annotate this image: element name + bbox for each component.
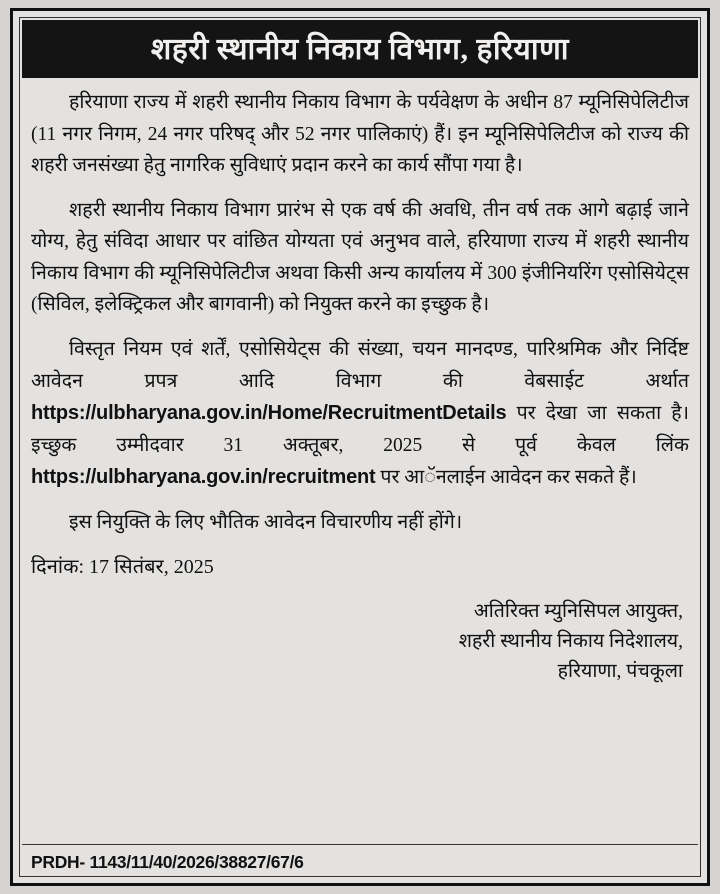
signature-designation: अतिरिक्त म्युनिसिपल आयुक्त, (473, 600, 683, 622)
signature-office: शहरी स्थानीय निकाय निदेशालय, (458, 630, 683, 652)
paragraph-3-text-part2: पर देखा जा सकता है। इच्छुक उम्मीदवार 31 अक्तूबर, 2025 से पूर्व केवल लिंक (31, 403, 689, 456)
paragraph-4: इस नियुक्ति के लिए भौतिक आवेदन विचारणीय नहीं होंगे। (69, 511, 463, 533)
footer-divider (22, 844, 698, 845)
signature-location: हरियाणा, पंचकूला (557, 660, 683, 682)
paragraph-2: शहरी स्थानीय निकाय विभाग प्रारंभ से एक वर्ष की अवधि, तीन वर्ष तक आगे बढ़ाई जाने योग्य, हेतु संविदा आधार पर वांछित योग्यता एवं अनुभव वाले, हरियाणा राज्य में शहरी स्थानीय निकाय विभाग की म्यूनिसिपेलिटीज अथवा किसी अन्य कार्यालय में 300 इंजीनियरिंग एसोसियेट्स (सिविल, इलेक्ट्रिकल और बागवानी) को नियुक्त करने का इच्छुक है। (31, 199, 689, 316)
footer-reference-number: PRDH- 1143/11/40/2026/38827/67/6 (31, 852, 304, 872)
notice-body (31, 87, 689, 869)
recruitment-details-link[interactable]: https://ulbharyana.gov.in/Home/RecruitmentDetails (31, 402, 507, 425)
header-banner (22, 20, 698, 78)
paragraph-1: हरियाणा राज्य में शहरी स्थानीय निकाय विभाग के पर्यवेक्षण के अधीन 87 म्यूनिसिपेलिटीज (11 नगर निगम, 24 नगर परिषद् और 52 नगर पालिकाएं) हैं। इन म्यूनिसिपेलिटीज को राज्य की शहरी जनसंख्या हेतु नागरिक सुविधाएं प्रदान करने का कार्य सौंपा गया है। (31, 92, 689, 177)
signature-block (31, 597, 689, 688)
paragraph-3-text-part3: पर आॅनलाईन आवेदन कर सकते हैं। (375, 467, 637, 489)
paragraph-3-text-part1: विस्तृत नियम एवं शर्तें, एसोसियेट्स की संख्या, चयन मानदण्ड, पारिश्रमिक और निर्दिष्ट आवेदन प्रपत्र आदि विभाग की वेबसाईट अर्थात (31, 339, 689, 392)
recruitment-apply-link[interactable]: https://ulbharyana.gov.in/recruitment (31, 466, 376, 489)
paragraph-3 (31, 334, 689, 494)
notice-sheet (10, 8, 710, 886)
date-label: दिनांक: 17 सितंबर, 2025 (31, 555, 214, 578)
page-title: शहरी स्थानीय निकाय विभाग, हरियाणा (150, 32, 570, 66)
